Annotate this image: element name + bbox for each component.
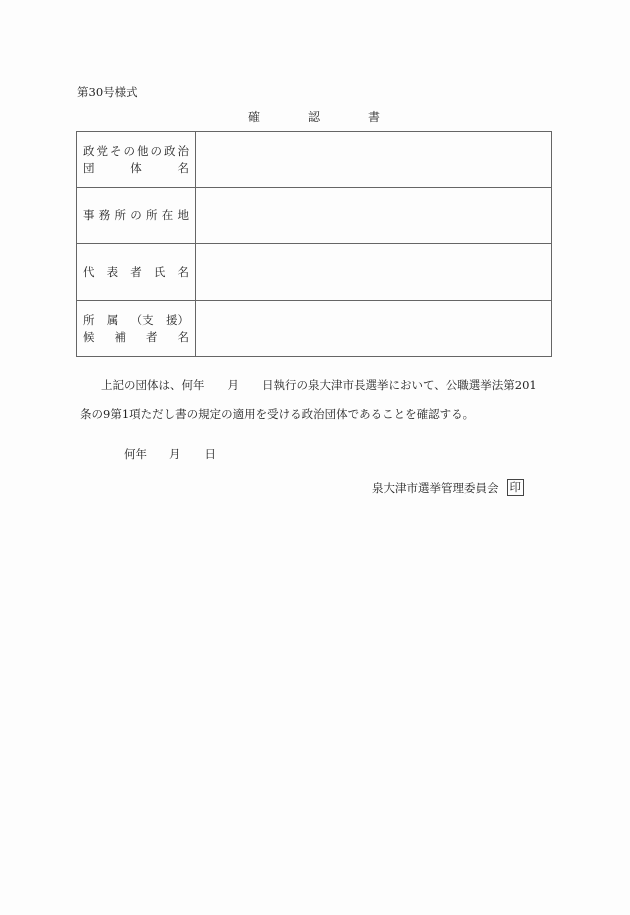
date-month: 月 bbox=[169, 447, 181, 461]
value-office-address[interactable] bbox=[196, 188, 552, 244]
issuer-name: 泉大津市選挙管理委員会 bbox=[372, 480, 499, 495]
label-line: 事 務 所 の 所 在 地 bbox=[83, 208, 189, 222]
value-group-name[interactable] bbox=[196, 132, 552, 188]
table-row-group-name bbox=[77, 132, 552, 188]
table-row-office-address bbox=[77, 188, 552, 244]
seal-mark: 印 bbox=[507, 479, 525, 496]
issue-date bbox=[124, 446, 216, 462]
document-title bbox=[248, 108, 380, 125]
body-text-line-2: 条の9第1項ただし書の規定の適用を受ける政治団体であることを確認する。 bbox=[80, 407, 475, 421]
label-line: 代 表 者 氏 名 bbox=[83, 264, 189, 279]
table-row-candidate bbox=[77, 301, 552, 357]
value-candidate[interactable] bbox=[196, 301, 552, 357]
label-candidate bbox=[77, 301, 196, 357]
value-representative[interactable] bbox=[196, 244, 552, 301]
label-group-name bbox=[77, 132, 196, 188]
body-text-line-1: 上記の団体は、何年 月 日執行の泉大津市長選挙において、公職選挙法第201 bbox=[101, 378, 537, 392]
label-representative bbox=[77, 244, 196, 301]
form-number: 第30号様式 bbox=[77, 85, 138, 99]
confirmation-table bbox=[76, 131, 552, 357]
issuer-block bbox=[372, 479, 524, 496]
label-office-address bbox=[77, 188, 196, 244]
label-line: 所 属 （支 援） bbox=[83, 312, 189, 327]
label-line: 団 体 名 bbox=[83, 160, 189, 175]
table-row-representative bbox=[77, 244, 552, 301]
date-year: 何年 bbox=[124, 447, 147, 461]
label-line: 候 補 者 名 bbox=[83, 329, 189, 344]
title-char: 確 bbox=[248, 110, 261, 124]
title-char: 書 bbox=[367, 110, 380, 124]
label-line: 政 党 そ の 他 の 政 治 bbox=[83, 143, 189, 158]
title-char: 認 bbox=[307, 110, 320, 124]
date-day: 日 bbox=[204, 447, 216, 461]
